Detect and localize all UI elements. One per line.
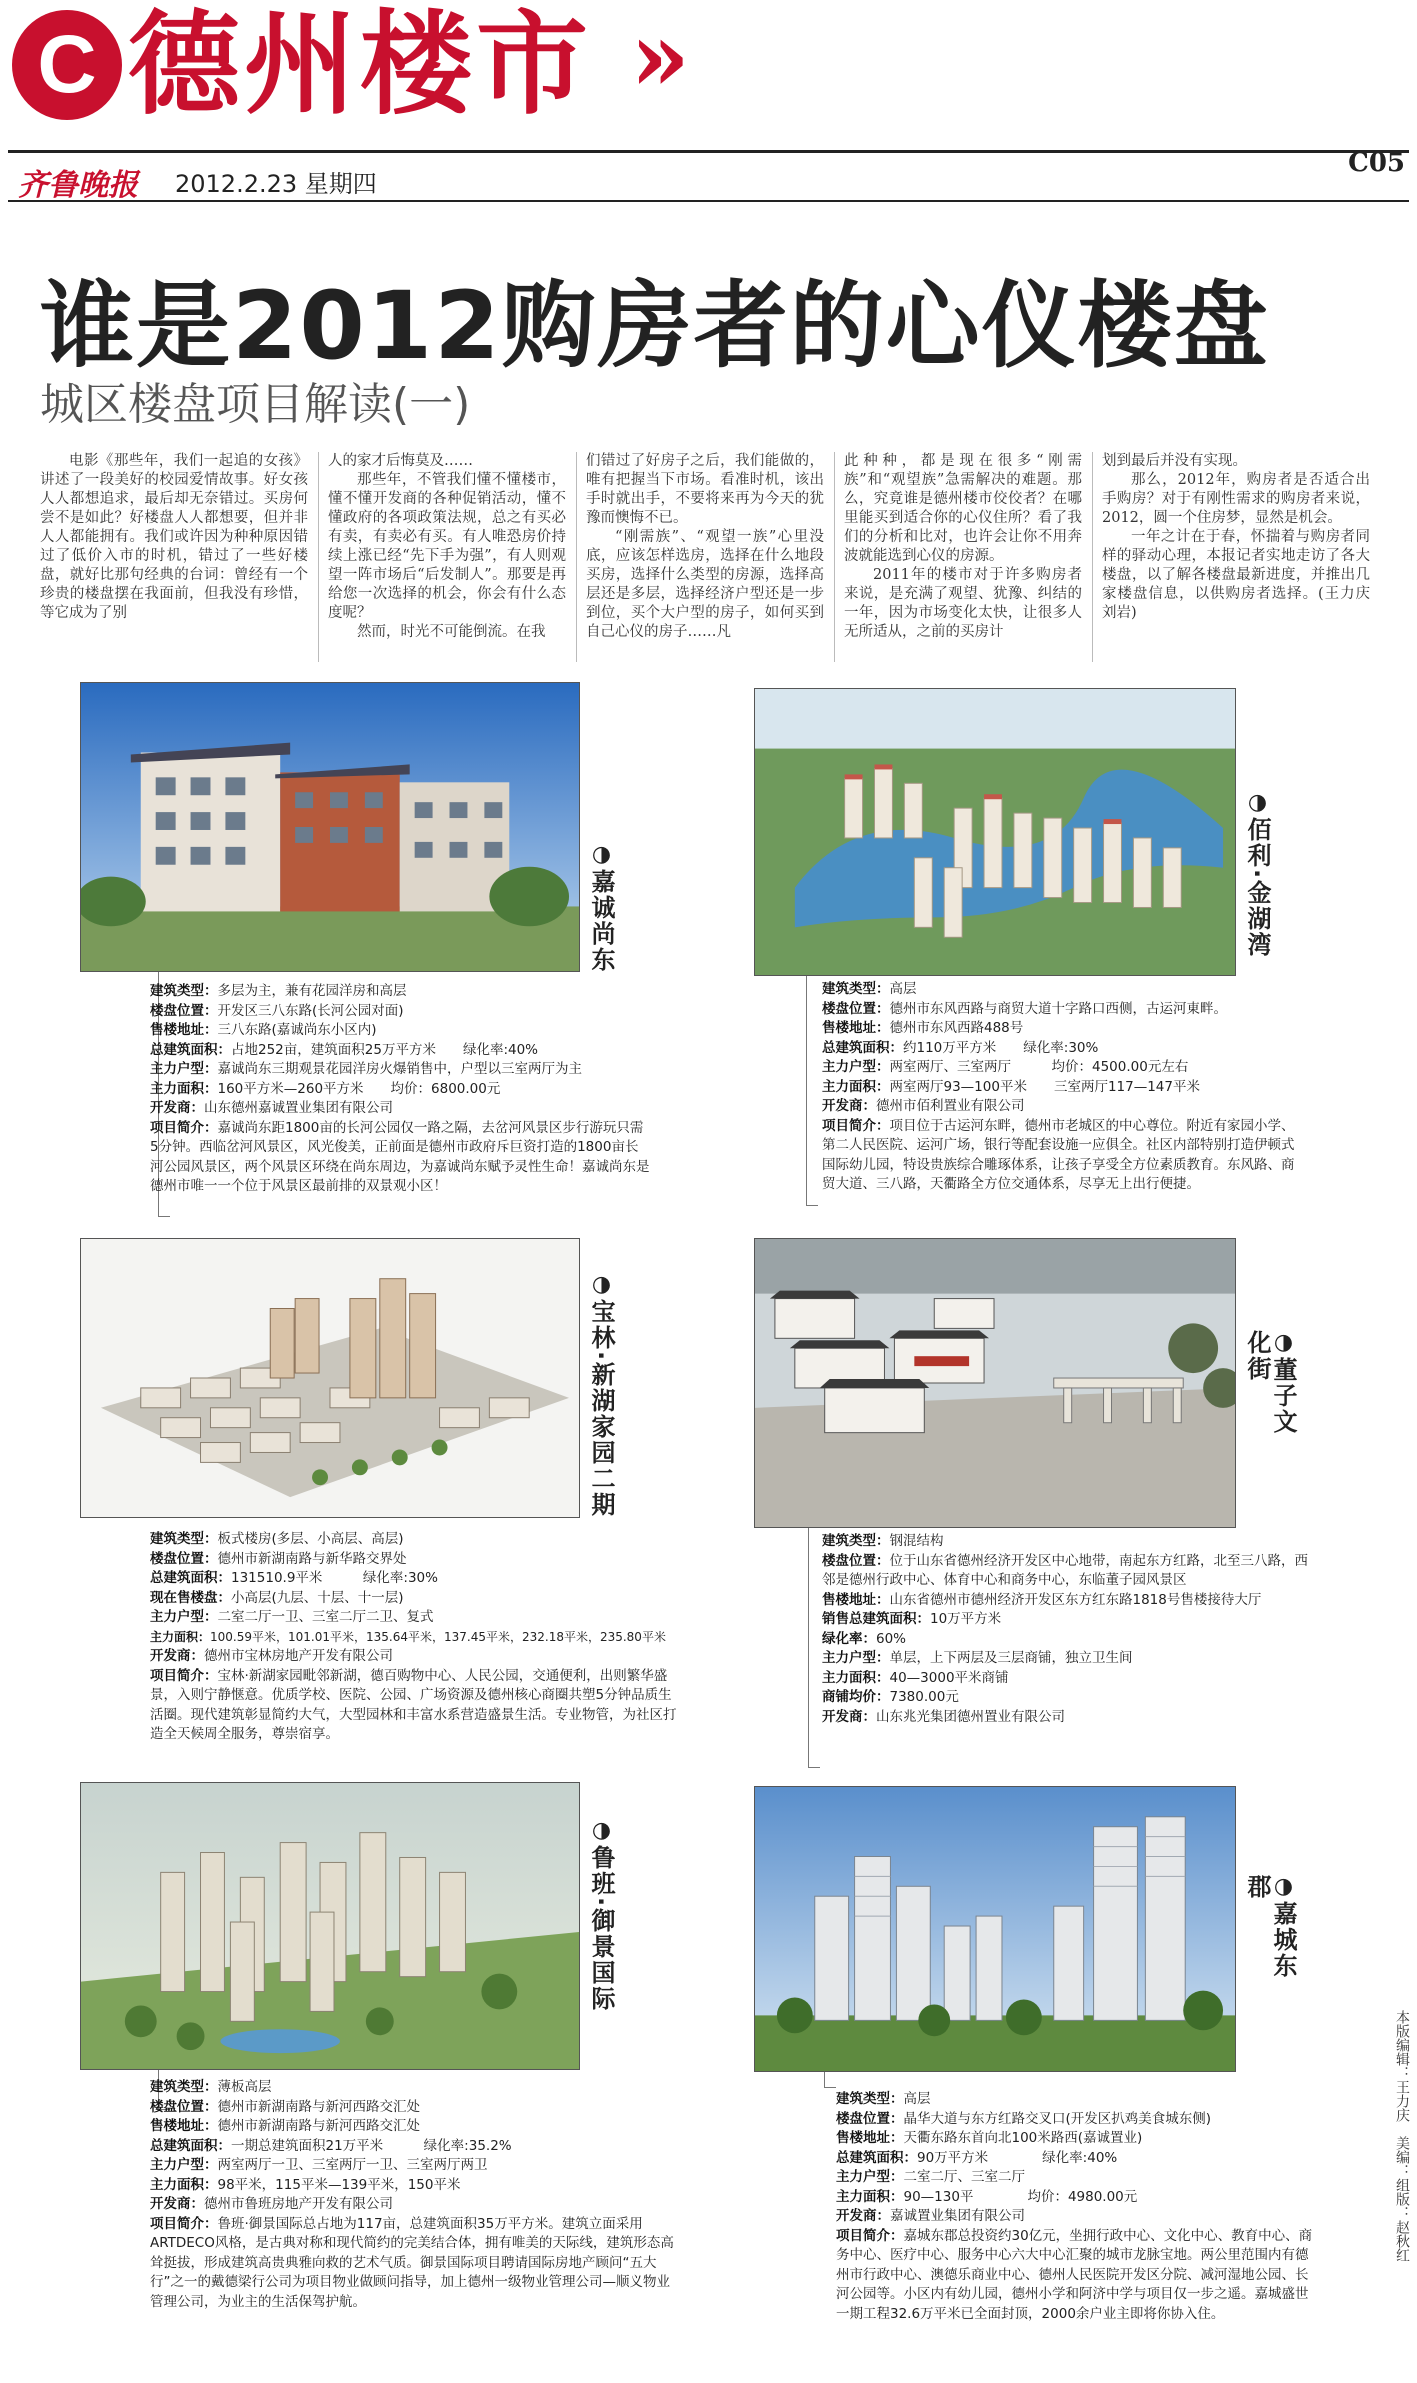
info-row: 项目简介：嘉诚尚东距1800亩的长河公园仅一路之隔，去岔河风景区步行游玩只需5分钟。西临岔河风景区，风光俊美，正前面是德州市政府斥巨资打造的1800亩长河公园风景区，两个风景区环绕在尚东周边，为嘉诚尚东赋予灵性生命！嘉诚尚东是德州市唯一一个位于风景区最前排的双景观小区！ [150,1119,650,1194]
info-row: 主力面积：100.59平米，101.01平米，135.64平米，137.45平米，232.18平米，235.80平米 [150,1629,666,1644]
info-row: 总建筑面积：占地252亩，建筑面积25万平方米 绿化率:40% [150,1041,538,1058]
bullet-icon: ◑ [1245,790,1270,817]
info-row: 总建筑面积：一期总建筑面积21万平米 绿化率:35.2% [150,2137,512,2154]
property-photo-baolin-xinhu [80,1238,580,1518]
article-paragraph: 2011年的楼市对于许多购房者来说，是充满了观望、犹豫、纠结的一年，因为市场变化太快，让很多人无所适从，之前的买房计 [844,567,1082,640]
info-row: 现在售楼盘：小高层(九层、十层、十一层) [150,1589,404,1606]
info-row: 售楼地址：德州市新湖南路与新河西路交汇处 [150,2118,420,2134]
column-rule [318,452,319,662]
info-row: 售楼地址：山东省德州市德州经济开发区东方红东路1818号售楼接待大厅 [822,1591,1262,1608]
issue-date: 2012.2.23 星期四 [175,170,377,198]
info-row: 售楼地址：天衢东路东首向北100米路西(嘉诚置业) [836,2130,1143,2146]
info-row: 项目简介：项目位于古运河东畔，德州市老城区的中心尊位。附近有家园小学、第二人民医院、运河广场，银行等配套设施一应俱全。社区内部特别打造伊顿式国际幼儿园，特设贵族综合雕琢体系，让孩子享受全方位素质教育。东风路、商贸大道、三八路，天衢路全方位交通体系，尽享无上出行便捷。 [822,1117,1295,1192]
headline: 谁是2012购房者的心仪楼盘 [40,272,1270,381]
info-row: 开发商：德州市佰利置业有限公司 [822,1098,1025,1114]
info-row: 项目简介：宝林·新湖家园毗邻新湖，德百购物中心、人民公园，交通便利，出则繁华盛景，入则宁静惬意。优质学校、医院、公园、广场资源及德州核心商圈共塑5分钟品质生活圈。现代建筑彰显简约大气，大型园林和丰富水系营造盛景生活。专业物管，为社区打造全天候周全服务，尊崇宿享。 [150,1667,677,1742]
info-row: 主力面积：160平方米—260平方米 均价：6800.00元 [150,1080,501,1097]
info-row: 开发商：山东德州嘉诚置业集团有限公司 [150,1100,393,1116]
info-row: 项目简介：嘉城东郡总投资约30亿元，坐拥行政中心、文化中心、教育中心、商务中心、医疗中心、服务中心六大中心汇聚的城市龙脉宝地。两公里范围内有德州市行政中心、澳德乐商业中心、德州人民医院开发区分院、减河湿地公园、长河公园等。小区内有幼儿园，德州小学和阿济中学与项目仅一步之遥。嘉城盛世一期工程32.6万平米已全面封顶，2000余户业主即将你协入住。 [836,2227,1313,2322]
info-row: 开发商：德州市宝林房地产开发有限公司 [150,1648,393,1664]
info-row: 项目简介：鲁班·御景国际总占地为117亩，总建筑面积35万平方米。建筑立面采用ARTDECO风格，是古典对称和现代简约的完美结合体，拥有唯美的天际线，建筑形态高耸挺拔，形成建筑高贵典雅向救的艺术气质。御景国际项目聘请国际房地产顾问“五大行”之一的戴德梁行公司为项目物业做顾问指导，加上德州一级物业管理公司—顺义物业管理公司，为业主的生活保驾护航。 [150,2215,674,2310]
article-column-1 [40,452,308,623]
info-row: 主力面积：40—3000平米商铺 [822,1669,1009,1686]
subheadline: 城区楼盘项目解读(一) [40,379,471,430]
property-info-baolin-xinhu [150,1530,680,1745]
article-column-3 [586,452,824,642]
article-column-5 [1102,452,1370,623]
article-paragraph: 此种种，都是现在很多“刚需族”和“观望族”急需解决的难题。那么，究竟谁是德州楼市佼佼者？在哪里能买到适合你的心仪住所？看了我们的分析和比对，也许会让你不用奔波就能选到心仪的房源。 [844,453,1082,564]
info-row: 绿化率：60% [822,1630,907,1647]
article-paragraph: 那么，2012年，购房者是否适合出手购房？对于有刚性需求的购房者来说，2012，圆一个住房梦，显然是机会。 [1102,472,1370,526]
bullet-icon: ◑ [589,842,614,869]
info-row: 楼盘位置：位于山东省德州经济开发区中心地带，南起东方红路，北至三八路，西邻是德州行政中心、体育中心和商务中心，东临董子园风景区 [822,1552,1308,1588]
section-quote-icon: » [630,0,690,113]
info-row: 楼盘位置：德州市东风西路与商贸大道十字路口西侧，古运河東畔。 [822,1000,1227,1017]
property-name-jiacheng-dongjun: ◑嘉城东郡 [1243,1874,1297,1979]
editor-credit: 本版编辑：王力庆 美编：组版：赵秋红 [1394,2010,1410,2262]
property-info-luban-yujing [150,2078,680,2312]
info-row: 楼盘位置：晶华大道与东方红路交叉口(开发区扒鸡美食城东侧) [836,2110,1212,2127]
article-paragraph: 一年之计在于春，怀揣着与购房者同样的驿动心理，本报记者实地走访了各大楼盘，以了解各楼盘最新进度，并推出几家楼盘信息，以供购房者选择。(王力庆 刘岩) [1102,529,1370,621]
column-rule [1092,452,1093,662]
article-paragraph: “刚需族”、“观望一族”心里没底，应该怎样选房，选择在什么地段买房，选择什么类型的房源，选择高层还是多层，选择经济户型还是一步到位，买个大户型的房子，如何买到自己心仪的房子……凡 [586,529,824,640]
info-bracket [806,976,818,1206]
property-name-luban-yujing: ◑鲁班·御景国际 [587,1818,615,2013]
info-row: 主力户型：两室两厅一卫、三室两厅一卫、三室两厅两卫 [150,2157,488,2173]
info-bracket [824,2072,836,2088]
info-row: 楼盘位置：开发区三八东路(长河公园对面) [150,1002,404,1019]
article-column-2 [328,452,566,642]
info-row: 售楼地址：德州市东风西路488号 [822,1020,1024,1036]
info-row: 建筑类型：多层为主，兼有花园洋房和高层 [150,983,407,999]
info-row: 主力户型：二室二厅、三室二厅 [836,2169,1025,2185]
header-bottom-divider [8,200,1409,202]
info-row: 建筑类型：高层 [836,2091,931,2107]
property-photo-jiacheng-dongjun [754,1786,1236,2072]
property-photo-baili-jinhuwan [754,688,1236,976]
bullet-icon: ◑ [1271,1874,1296,1901]
property-info-baili-jinhuwan [822,980,1300,1195]
info-row: 开发商：山东兆光集团德州置业有限公司 [822,1708,1065,1725]
article-column-4 [844,452,1082,642]
page-number: C05 [1348,148,1405,178]
property-name-jiacheng-shangdong: ◑嘉诚尚东 [587,842,615,973]
info-row: 开发商：德州市鲁班房地产开发有限公司 [150,2196,393,2212]
property-photo-dongzi-culture-street [754,1238,1236,1528]
section-title: 德州楼市 [128,0,592,130]
header-divider [8,150,1409,153]
property-info-dongzi-culture-street [822,1532,1312,1727]
info-row: 主力户型：二室二厅一卫、三室二厅二卫、复式 [150,1609,434,1625]
info-row: 主力户型：嘉诚尚东三期观景花园洋房火爆销售中，户型以三室两厅为主 [150,1061,582,1077]
column-rule [834,452,835,662]
info-row: 建筑类型：薄板高层 [150,2079,272,2095]
article-paragraph: 划到最后并没有实现。 [1102,453,1247,469]
info-bracket [808,1528,820,1768]
info-row: 建筑类型：板式楼房(多层、小高层、高层) [150,1531,404,1547]
info-row: 主力户型：两室两厅、三室两厅 均价：4500.00元左右 [822,1059,1189,1075]
property-photo-jiacheng-shangdong [80,682,580,972]
info-row: 主力面积：90—130平 均价：4980.00元 [836,2188,1138,2205]
info-row: 楼盘位置：德州市新湖南路与新河西路交汇处 [150,2098,420,2115]
property-info-jiacheng-shangdong [150,982,650,1197]
info-row: 楼盘位置：德州市新湖南路与新华路交界处 [150,1550,407,1567]
newspaper-name: 齐鲁晚报 [18,168,138,203]
bullet-icon: ◑ [589,1272,614,1299]
article-paragraph: 们错过了好房子之后，我们能做的，唯有把握当下市场。看准时机，该出手时就出手，不要将来再为今天的犹豫而懊悔不已。 [586,453,824,526]
property-name-dongzi-culture-street: ◑董子文化街 [1243,1330,1297,1435]
info-row: 主力户型：单层，上下两层及三层商铺，独立卫生间 [822,1650,1133,1666]
property-info-jiacheng-dongjun [836,2090,1318,2324]
info-row: 总建筑面积：约110万平方米 绿化率:30% [822,1039,1099,1056]
info-row: 总建筑面积：131510.9平米 绿化率:30% [150,1570,438,1586]
info-row: 商铺均价：7380.00元 [822,1689,959,1705]
article-paragraph: 电影《那些年，我们一起追的女孩》讲述了一段美好的校园爱情故事。好女孩人人都想追求，最后却无奈错过。买房何尝不是如此？好楼盘人人都想要，但并非人人都能拥有。我们或许因为种种原因错过了低价入市的时机，错过了一些好楼盘，就好比那句经典的台词：曾经有一个珍贵的楼盘摆在我面前，但我没有珍惜，等它成为了别 [40,453,308,621]
section-logo-icon: C [12,10,122,120]
column-rule [576,452,577,662]
property-name-baolin-xinhu: ◑宝林·新湖家园二期 [587,1272,615,1519]
info-row: 开发商：嘉诚置业集团有限公司 [836,2208,1025,2224]
info-row: 主力面积：两室两厅93—100平米 三室两厅117—147平米 [822,1078,1200,1095]
info-row: 建筑类型：高层 [822,981,917,997]
property-photo-luban-yujing [80,1782,580,2070]
info-row: 售楼地址：三八东路(嘉诚尚东小区内) [150,1022,377,1038]
article-paragraph: 那些年，不管我们懂不懂楼市，懂不懂开发商的各种促销活动，懂不懂政府的各项政策法规，总之有买必有卖，有卖必有买。有人唯恐房价持续上涨已经“先下手为强”，有人则观望一阵市场后“后发制人”。那要是再给您一次选择的机会，你会有什么态度呢？ [328,472,566,621]
info-row: 建筑类型：钢混结构 [822,1533,944,1549]
article-paragraph: 然而，时光不可能倒流。在我 [357,624,546,640]
article-paragraph: 人的家才后悔莫及…… [328,453,473,469]
property-name-baili-jinhuwan: ◑佰利·金湖湾 [1243,790,1271,959]
info-row: 总建筑面积：90万平方米 绿化率:40% [836,2149,1118,2166]
bullet-icon: ◑ [1271,1330,1296,1357]
info-row: 主力面积：98平米，115平米—139平米，150平米 [150,2176,461,2193]
info-row: 销售总建筑面积：10万平方米 [822,1611,1002,1627]
bullet-icon: ◑ [589,1818,614,1845]
